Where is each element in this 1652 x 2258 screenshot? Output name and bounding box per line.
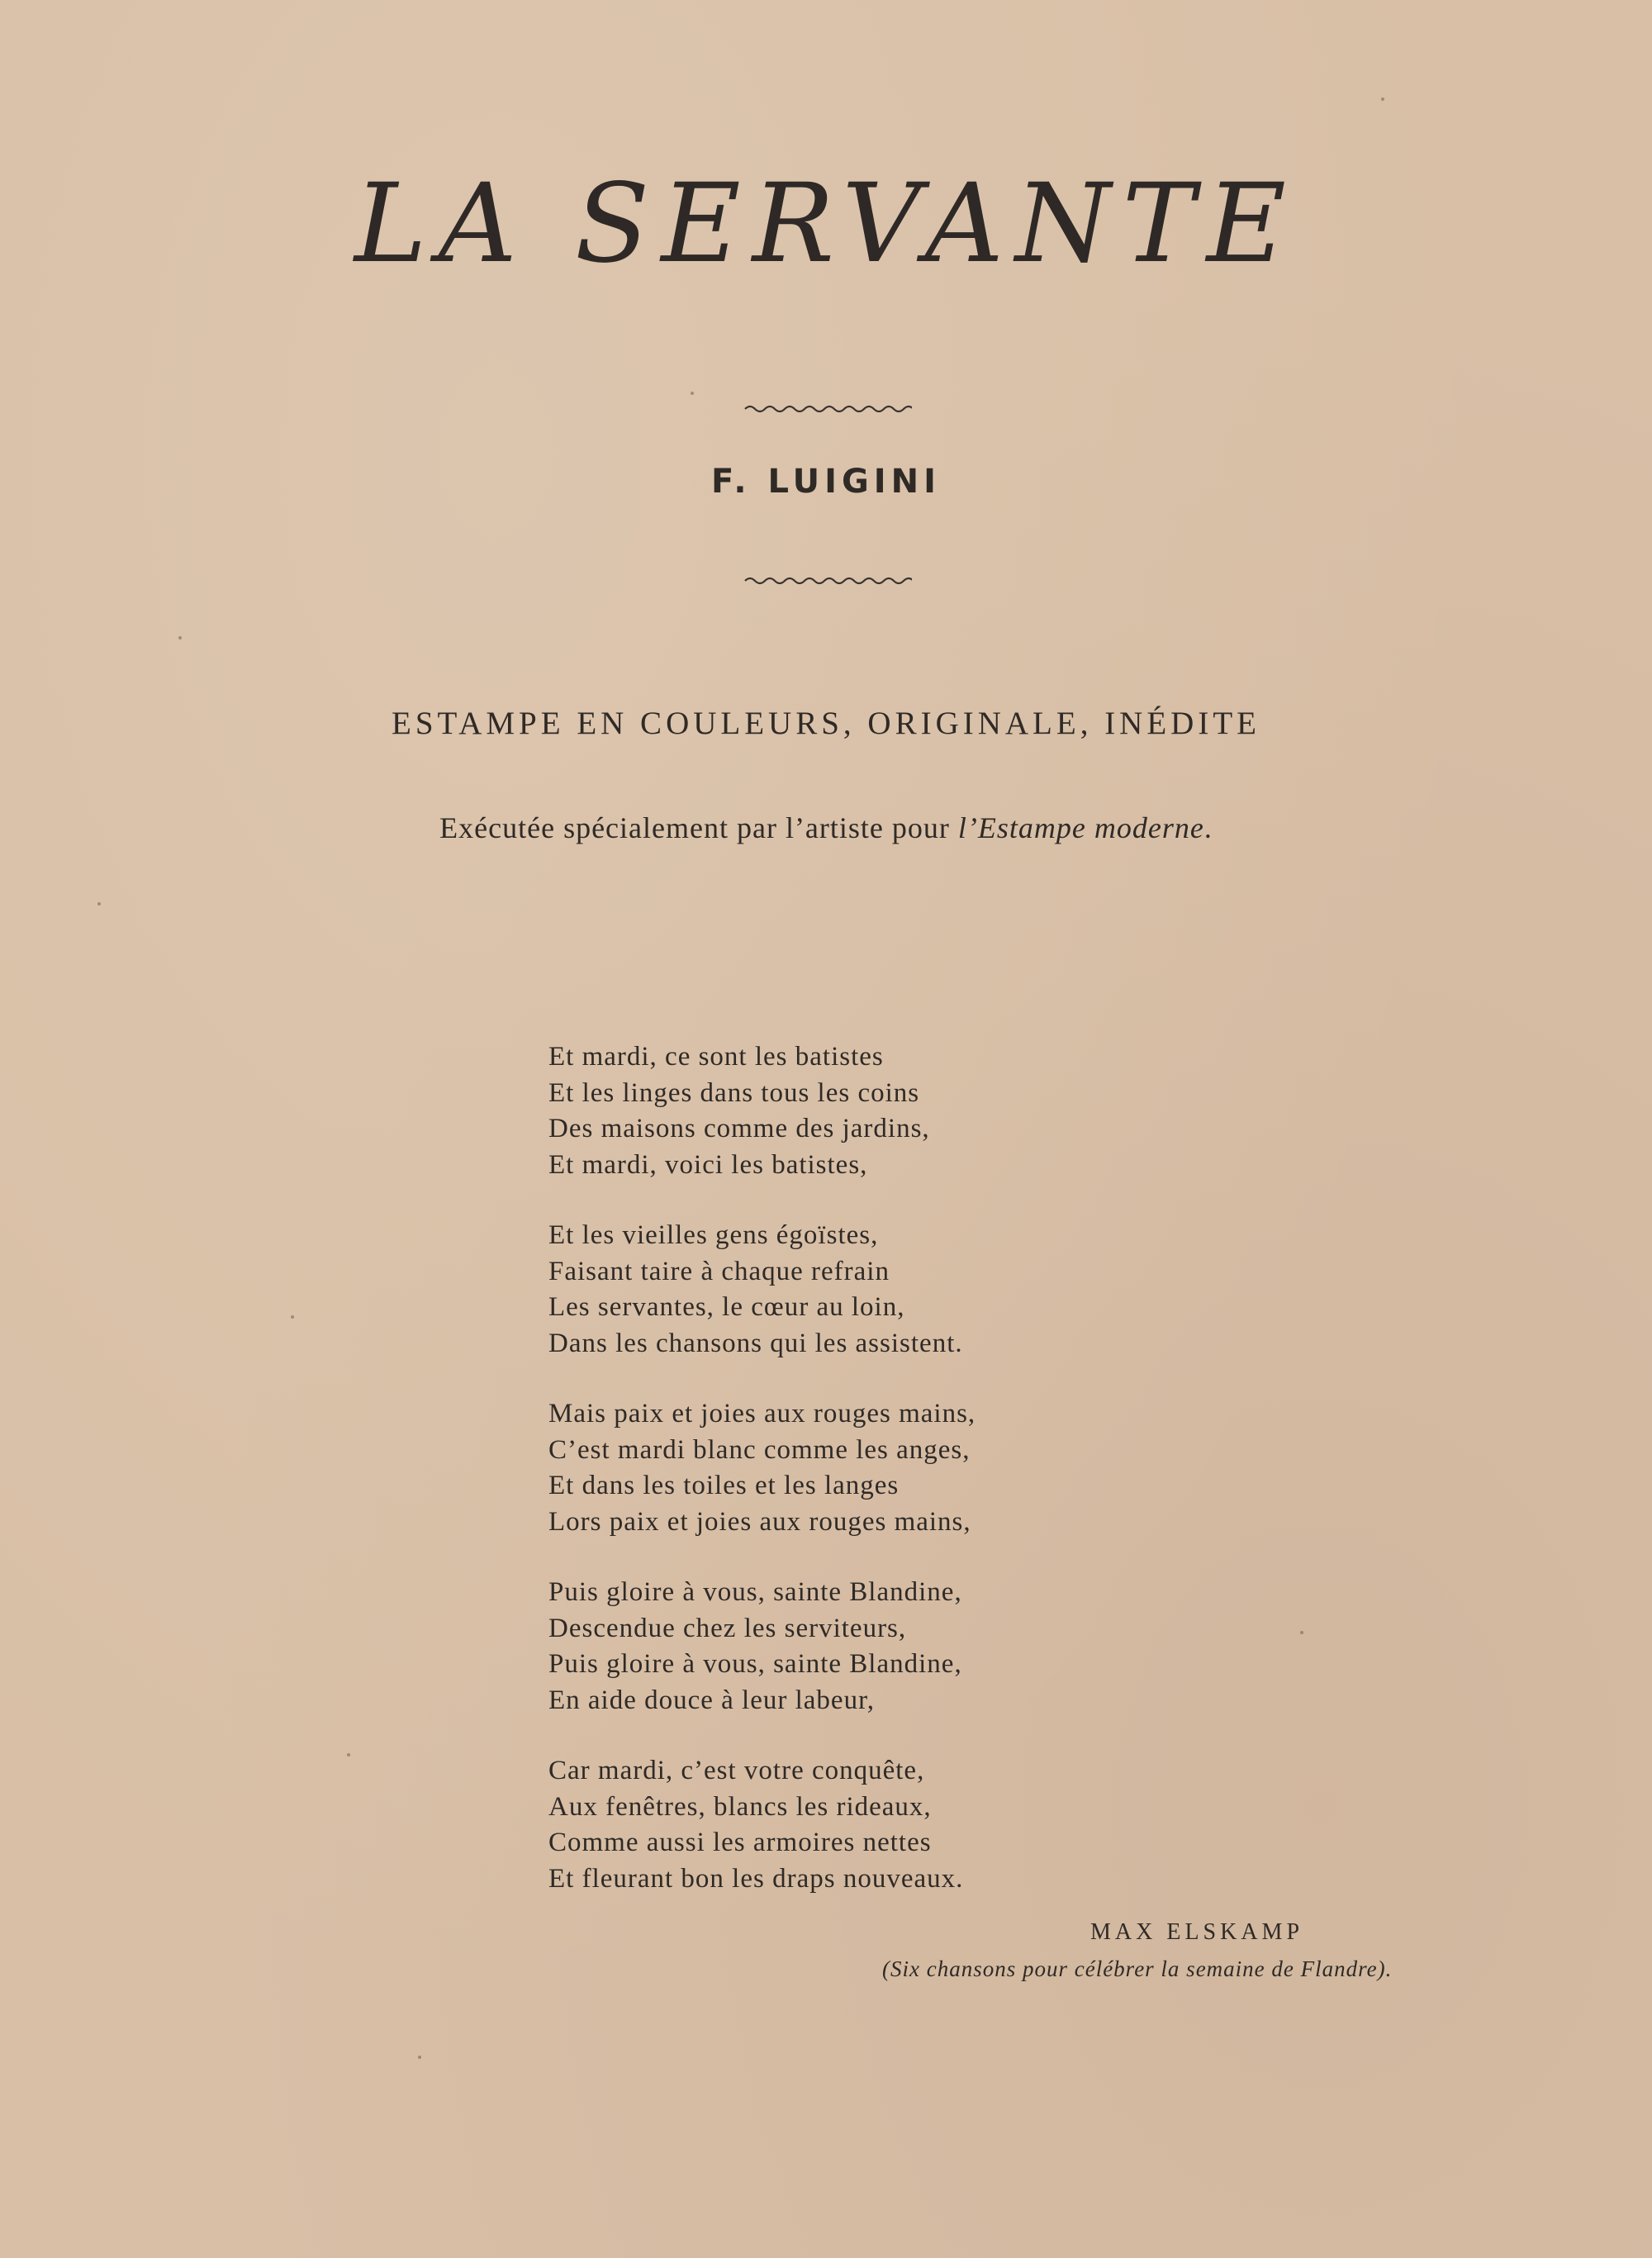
poem-author: MAX ELSKAMP	[1090, 1919, 1304, 1945]
poem-line: Car mardi, c’est votre conquête,	[548, 1756, 925, 1785]
poem-line: Et mardi, voici les batistes,	[548, 1149, 868, 1180]
poem-line: Descendue chez les serviteurs,	[548, 1613, 907, 1643]
poem-line: Mais paix et joies aux rouges mains,	[548, 1399, 976, 1428]
poem-stanza-4	[548, 1575, 1209, 1718]
poem-line: C’est mardi blanc comme les anges,	[548, 1434, 971, 1465]
paper-speck	[97, 902, 101, 906]
poem-line: Et les linges dans tous les coins	[548, 1077, 920, 1108]
wavy-divider-bottom	[743, 574, 912, 587]
paper-speck	[347, 1753, 350, 1756]
paper-speck	[691, 392, 694, 395]
poem-line: En aide douce à leur labeur,	[548, 1685, 875, 1715]
poem-line: Puis gloire à vous, sainte Blandine,	[548, 1649, 962, 1679]
paper-speck	[178, 636, 182, 639]
paper-speck	[291, 1315, 294, 1319]
poem-line: Et dans les toiles et les langes	[548, 1471, 900, 1500]
publication-name: l’Estampe moderne	[957, 811, 1204, 844]
execution-note-end: .	[1203, 811, 1213, 844]
poem-line: Lors paix et joies aux rouges mains,	[548, 1506, 971, 1537]
paper-speck	[418, 2056, 421, 2059]
execution-note	[0, 811, 1652, 845]
artist-name: F. LUIGINI	[710, 463, 942, 501]
poem-stanza-2	[548, 1218, 1209, 1362]
poem-stanza-5	[548, 1753, 1209, 1897]
poem-line: Aux fenêtres, blancs les rideaux,	[548, 1791, 932, 1822]
poem-line: Comme aussi les armoires nettes	[548, 1828, 932, 1857]
poem-line: Puis gloire à vous, sainte Blandine,	[548, 1577, 962, 1607]
poem-stanza-1	[548, 1039, 1209, 1183]
poem-line: Et fleurant bon les draps nouveaux.	[548, 1863, 964, 1894]
poem	[548, 1039, 1209, 1932]
poem-line: Les servantes, le cœur au loin,	[548, 1292, 905, 1322]
poem-line: Des maisons comme des jardins,	[548, 1114, 930, 1143]
poem-line: Dans les chansons qui les assistent.	[548, 1328, 963, 1358]
poem-line: Et les vieilles gens égoïstes,	[548, 1220, 879, 1250]
paper-speck	[1300, 1631, 1303, 1634]
page-title: LA SERVANTE	[354, 160, 1298, 288]
poem-line: Et mardi, ce sont les batistes	[548, 1042, 884, 1072]
print-description: ESTAMPE EN COULEURS, ORIGINALE, INÉDITE	[392, 706, 1260, 741]
poem-stanza-3	[548, 1396, 1209, 1540]
poem-line: Faisant taire à chaque refrain	[548, 1256, 890, 1286]
poem-source: (Six chansons pour célébrer la semaine de Flandre).	[882, 1956, 1393, 1981]
wavy-divider-top	[743, 402, 912, 416]
execution-note-text: Exécutée spécialement par l’artiste pour	[439, 811, 958, 844]
paper-speck	[1381, 97, 1384, 101]
